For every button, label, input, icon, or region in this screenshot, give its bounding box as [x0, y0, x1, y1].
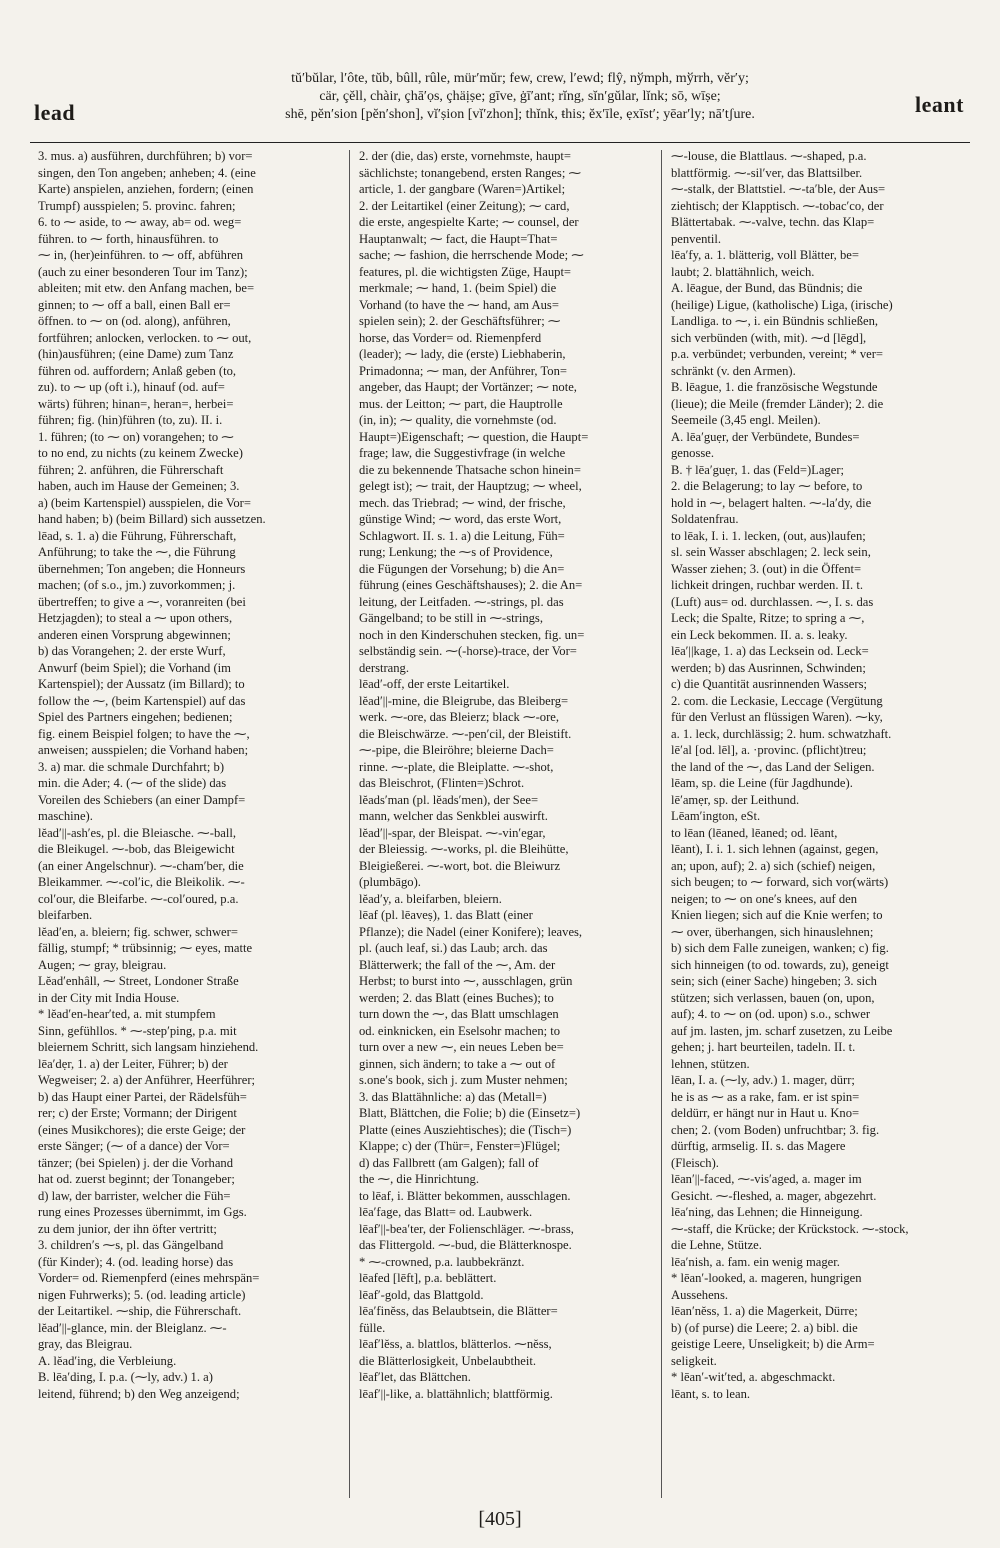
column-divider [661, 150, 662, 1498]
entry-line: werden; b) das Ausrinnen, Schwinden; [671, 660, 866, 675]
entry-line: fülle. [359, 1320, 386, 1335]
entry-line: Bleikammer. ⁓-col′ic, die Bleikolik. ⁓- [38, 875, 245, 889]
entry-line: der Bleiessig. ⁓-works, pl. die Bleihütte, [359, 842, 569, 856]
entry-line: Blätterwerk; the fall of the ⁓, Am. der [359, 957, 556, 972]
entry-line: Knien liegen; sich auf die Knie werfen; to [671, 908, 883, 922]
entry-line: auf); 4. to ⁓ on (od. upon) s.o., schwer [671, 1007, 871, 1021]
pronunciation-key-line: cär, çĕll, chàir, çhā′ọs, çhäịṣe; gīve, ġī′ant; rĭng, sĭn′gŭlar, lĭnk; sō, wīṣe; [319, 89, 721, 104]
entry-line: * lēan′-wit′ted, a. abgeschmackt. [671, 1370, 836, 1384]
entry-line: lēant, s. to lean. [671, 1386, 751, 1401]
entry-line: frage; law, die Suggestivfrage (in welche [359, 446, 566, 460]
entry-line: Gängelband; to be still in ⁓-strings, [359, 611, 543, 625]
entry-line: rer; c) der Erste; Vormann; der Dirigent [38, 1106, 237, 1120]
entry-line: (Luft) aus= od. durchlassen. ⁓, I. s. das [671, 594, 874, 609]
entry-line: lĕad′||-glance, min. der Bleiglanz. ⁓- [38, 1320, 227, 1335]
entry-line: ein Leck bekommen. II. a. s. leaky. [671, 627, 848, 642]
entry-line: ⁓-stalk, der Blattstiel. ⁓-ta′ble, der Aus= [671, 182, 886, 196]
entry-line: Leck; die Spalte, Ritze; to spring a ⁓, [671, 611, 865, 625]
entry-line: (eines Musikchores); die erste Geige; der [38, 1122, 246, 1137]
entry-line: lēa′finĕss, das Belaubtsein, die Blätter= [359, 1304, 558, 1318]
entry-line: ableiten; mit etw. den Anfang machen, be= [38, 281, 255, 295]
entry-line: werden; 2. das Blatt (eines Buches); to [359, 990, 554, 1005]
entry-line: turn down the ⁓, das Blatt umschlagen [359, 1007, 559, 1021]
entry-line: a) (beim Kartenspiel) ausspielen, die Vor= [38, 495, 251, 510]
entry-line: Herbst; to burst into ⁓, ausschlagen, grün [359, 974, 573, 988]
pronunciation-key-line: tŭ′bŭlar, l′ôte, tŭb, bûll, rûle, mür′mŭr; few, crew, l′ewd; flŷ, nўmph, mўrrh, vĕr′y; [291, 71, 749, 86]
entry-line: sich verbünden (with, mit). ⁓d [lēgd], [671, 330, 867, 345]
entry-line: ziehtisch; der Klapptisch. ⁓-tobac′co, der [671, 198, 884, 213]
entry-line: führung (eines Geschäftshauses); 2. die An= [359, 578, 583, 592]
entry-line: lēan, I. a. (⁓ly, adv.) 1. mager, dürr; [671, 1073, 855, 1087]
entry-line: lēant), I. i. 1. sich lehnen (against, gegen, [671, 842, 879, 856]
entry-line: lēam, sp. die Leine (für Jagdhunde). [671, 776, 853, 790]
column-left [38, 148, 334, 1500]
entry-line: leitend, führend; b) den Weg anzeigend; [38, 1386, 240, 1401]
entry-line: tänzer; (bei Spielen) j. der die Vorhand [38, 1155, 234, 1170]
entry-line: Klappe; c) der (Thür=, Fenster=)Flügel; [359, 1139, 561, 1153]
entry-line: führen; 2. anführen, die Führerschaft [38, 462, 224, 477]
entry-line: gray, das Bleigrau. [38, 1337, 133, 1351]
entry-line: Blatt, Blättchen, die Folie; b) die (Einsetz=) [359, 1106, 581, 1120]
entry-line: Sinn, gefühllos. * ⁓-step′ping, p.a. mit [38, 1023, 237, 1038]
entry-line: machen; (of s.o., jm.) zuvorkommen; j. [38, 578, 236, 592]
entry-line: chen; 2. (vom Boden) unfruchtbar; 3. fig. [671, 1122, 880, 1137]
entry-line: A. lĕad′ing, die Verbleiung. [38, 1353, 177, 1368]
entry-line: B. lēague, 1. die französische Wegstunde [671, 380, 878, 394]
entry-line: Pflanze); die Nadel (einer Konifere); leaves, [359, 924, 583, 939]
entry-line: B. lēa′ding, I. p.a. (⁓ly, adv.) 1. a) [38, 1370, 213, 1384]
entry-line: (heilige) Ligue, (katholische) Liga, (irische) [671, 297, 893, 312]
entry-line: sächlichste; tonangebend, ersten Ranges; ⁓ [359, 165, 582, 180]
entry-line: * lĕad′en-hear′ted, a. mit stumpfem [38, 1007, 216, 1021]
entry-line: lē′al [od. lēl], a. ·provinc. (pflicht)treu; [671, 743, 867, 757]
entry-line: lēan′||-faced, ⁓-vis′aged, a. mager im [671, 1172, 862, 1186]
entry-line: ginnen; to ⁓ off a ball, einen Ball er= [38, 297, 231, 312]
entry-line: Voreilen des Schiebers (an einer Dampf= [38, 792, 246, 807]
entry-line: col′our, die Bleifarbe. ⁓-col′oured, p.a. [38, 891, 239, 906]
entry-line: Wegweiser; 2. a) der Anführer, Heerführer; [38, 1073, 256, 1087]
entry-line: rung; Lenkung; the ⁓s of Providence, [359, 545, 553, 559]
entry-line: laubt; 2. blattähnlich, weich. [671, 264, 815, 279]
entry-line: die Bleischwärze. ⁓-pen′cil, der Bleistift. [359, 726, 572, 741]
entry-line: die Bleikugel. ⁓-bob, das Bleigewicht [38, 842, 235, 856]
column-middle [359, 148, 655, 1500]
entry-line: Schlagwort. II. s. 1. a) die Leitung, Füh= [359, 528, 565, 543]
entry-line: (für Kinder); 4. (od. leading horse) das [38, 1254, 234, 1269]
entry-line: a. 1. leck, durchlässig; 2. hum. schwatzhaft. [671, 726, 892, 741]
entry-line: d) law, der barrister, welcher die Füh= [38, 1188, 231, 1203]
entry-line: die zu bekennende Thatsache schon hinein= [359, 462, 581, 477]
entry-line: lĕad′||-mine, die Bleigrube, das Bleiberg= [359, 693, 569, 708]
entry-line: lēa′nish, a. fam. ein wenig mager. [671, 1254, 840, 1269]
entry-line: führen. to ⁓ forth, hinausführen. to [38, 231, 219, 246]
entry-line: Lĕad′enhâll, ⁓ Street, Londoner Straße [38, 974, 239, 988]
entry-line: Seemeile (3,45 engl. Meilen). [671, 413, 821, 427]
entry-line: spielen sein); 2. der Geschäftsführer; ⁓ [359, 314, 561, 328]
entry-line: zu). to ⁓ up (oft i.), hinauf (od. auf= [38, 380, 225, 394]
entry-line: angeber, das Haupt; der Vortänzer; ⁓ note, [359, 380, 577, 394]
entry-line: die Blätterlosigkeit, Unbelaubtheit. [359, 1353, 536, 1368]
entry-line: A. lēa′guẹr, der Verbündete, Bundes= [671, 429, 860, 444]
entry-line: nigen Fuhrwerks); 5. (od. leading article) [38, 1287, 246, 1302]
entry-line: Anwurf (beim Spiel); die Vorhand (im [38, 660, 231, 675]
entry-line: lēaf (pl. lēaveṣ), 1. das Blatt (einer [359, 908, 533, 922]
entry-line: lēa′fage, das Blatt= od. Laubwerk. [359, 1205, 533, 1219]
entry-line: 2. der Leitartikel (einer Zeitung); ⁓ card, [359, 198, 570, 213]
entry-line: s.one′s book, sich j. zum Muster nehmen; [359, 1073, 568, 1087]
entry-line: gehen; j. hart beurteilen, tadeln. II. t. [671, 1040, 856, 1054]
entry-line: hand haben; b) (beim Billard) sich aussetzen. [38, 512, 266, 526]
entry-line: anweisen; ausspielen; die Vorhand haben; [38, 743, 249, 757]
entry-line: 1. führen; (to ⁓ on) vorangehen; to ⁓ [38, 429, 234, 444]
entry-line: A. lēague, der Bund, das Bündnis; die [671, 281, 863, 295]
entry-line: lĕad′y, a. bleifarben, bleiern. [359, 891, 502, 906]
entry-line: lēad′-off, der erste Leitartikel. [359, 677, 510, 691]
entry-line: lēa′ning, das Lehnen; die Hinneigung. [671, 1205, 863, 1219]
entry-line: Haupt=)Eigenschaft; ⁓ question, die Haupt= [359, 429, 589, 444]
entry-line: fig. einem Beispiel folgen; to have the ⁓, [38, 726, 250, 741]
entry-line: stützen; sich verlassen, bauen (on, upon, [671, 990, 875, 1005]
entry-line: werk. ⁓-ore, das Bleierz; black ⁓-ore, [359, 710, 560, 724]
entry-line: sache; ⁓ fashion, die herrschende Mode; ⁓ [359, 248, 584, 262]
entry-line: Gesicht. ⁓-fleshed, a. mager, abgezehrt. [671, 1188, 877, 1203]
entry-line: lĕad′||-ash′es, pl. die Bleiasche. ⁓-ball, [38, 825, 236, 840]
entry-line: singen, den Ton angeben; anheben; 4. (eine [38, 165, 256, 180]
entry-line: 3. mus. a) ausführen, durchführen; b) vor= [38, 149, 253, 163]
entry-line: sich hinneigen (to od. towards, zu), geneigt [671, 957, 889, 972]
entry-line: lichkeit dringen, ruchbar werden. II. t. [671, 578, 863, 592]
entry-line: Kartenspiel); der Aussatz (im Billard); to [38, 677, 245, 691]
entry-line: Wasser ziehen; 3. (out) in die Öffent= [671, 561, 862, 576]
entry-line: 3. a) mar. die schmale Durchfahrt; b) [38, 759, 225, 774]
pronunciation-key-line: shē, pĕn′sion [pĕn′shon], vĭ′ṣion [vĭ′zhon]; thĭnk, ŧhis; ĕx′īle, ẹxīst′; yēar′ly; nā′tʃure. [285, 107, 755, 122]
entry-line: he is as ⁓ as a rake, fam. er ist spin= [671, 1089, 860, 1104]
entry-line: die erste, angespielte Karte; ⁓ counsel, der [359, 215, 579, 229]
entry-line: Trumpf) ausspielen; 5. provinc. fahren; [38, 198, 236, 213]
entry-line: od. einknicken, ein Eselsohr machen; to [359, 1023, 561, 1038]
entry-line: die Fügungen der Vorsehung; b) die An= [359, 561, 565, 576]
entry-line: sein; sich (einer Sache) hingeben; 3. sich [671, 974, 877, 988]
entry-line: Karte) anspielen, anziehen, fordern; (einen [38, 182, 254, 196]
entry-line: lē′amẹr, sp. der Leithund. [671, 792, 800, 807]
entry-line: Lēam′ington, eSt. [671, 809, 761, 823]
guide-word-right: leant [915, 92, 964, 117]
entry-line: Landliga. to ⁓, i. ein Bündnis schließen, [671, 314, 879, 328]
entry-line: fortführen; anlocken, verlocken. to ⁓ out, [38, 330, 252, 345]
entry-line: article, 1. der gangbare (Waren=)Artikel; [359, 182, 566, 196]
dictionary-columns [38, 148, 967, 1500]
entry-line: neigen; to ⁓ on one′s knees, auf den [671, 891, 858, 906]
entry-line: hold in ⁓, belagert halten. ⁓-la′dy, die [671, 495, 872, 510]
entry-line: to lēaf, i. Blätter bekommen, ausschlagen. [359, 1188, 571, 1203]
entry-line: derstrang. [359, 660, 410, 675]
entry-line: Aussehens. [671, 1287, 729, 1302]
entry-line: Vorhand (to have the ⁓ hand, am Aus= [359, 297, 559, 312]
entry-line: mech. das Triebrad; ⁓ wind, der frische, [359, 495, 566, 510]
entry-line: 6. to ⁓ aside, to ⁓ away, ab= od. weg= [38, 215, 242, 229]
entry-line: bleifarben. [38, 908, 93, 922]
entry-line: lĕad′||-spar, der Bleispat. ⁓-vin′egar, [359, 825, 546, 840]
entry-line: Platte (eines Ausziehtisches); die (Tisch=) [359, 1122, 572, 1137]
entry-line: horse, das Vorder= od. Riemenpferd [359, 330, 542, 345]
entry-line: noch in den Kinderschuhen stecken, fig. un= [359, 627, 585, 642]
entry-line: B. † lēa′guẹr, 1. das (Feld=)Lager; [671, 462, 845, 477]
guide-word-left: lead [34, 100, 76, 125]
entry-line: ⁓-pipe, die Bleiröhre; bleierne Dach= [359, 743, 554, 757]
entry-line: (Fleisch). [671, 1155, 719, 1170]
entry-line: Soldatenfrau. [671, 512, 739, 526]
entry-line: rinne. ⁓-plate, die Bleiplatte. ⁓-shot, [359, 759, 554, 774]
entry-line: ⁓-staff, die Krücke; der Krückstock. ⁓-stock, [671, 1221, 909, 1236]
entry-line: haben, auch im Hause der Gemeinen; 3. [38, 479, 240, 493]
entry-line: seligkeit. [671, 1353, 717, 1368]
entry-line: (plumbāgo). [359, 875, 421, 889]
entry-line: turn over a new ⁓, ein neues Leben be= [359, 1040, 564, 1054]
entry-line: (an einer Angelschnur). ⁓-cham′ber, die [38, 858, 244, 873]
entry-line: penventil. [671, 231, 722, 246]
entry-line: 2. der (die, das) erste, vornehmste, haupt= [359, 149, 572, 163]
entry-line: übernehmen; Ton angeben; die Honneurs [38, 561, 246, 576]
entry-line: lēaf′lĕss, a. blattlos, blätterlos. ⁓nĕss, [359, 1337, 552, 1351]
entry-line: blattförmig. ⁓-sil′ver, das Blattsilber. [671, 165, 863, 180]
entry-line: lēan′nĕss, 1. a) die Magerkeit, Dürre; [671, 1304, 858, 1318]
entry-line: 2. com. die Leckasie, Leccage (Vergütung [671, 693, 883, 708]
entry-line: Bleigießerei. ⁓-wort, bot. die Bleiwurz [359, 858, 561, 873]
entry-line: erste Sänger; (⁓ of a dance) der Vor= [38, 1139, 230, 1153]
entry-line: (lieue); die Meile (fremder Länder); 2. die [671, 396, 884, 411]
entry-line: zu dem junior, der ihn öfter vertritt; [38, 1221, 217, 1236]
entry-line: das Bleischrot, (Flinten=)Schrot. [359, 776, 525, 790]
entry-line: ⁓ in, (her)einführen. to ⁓ off, abführen [38, 248, 244, 262]
entry-line: (hin)ausführen; (eine Dame) zum Tanz [38, 347, 234, 361]
entry-line: (in, in); ⁓ quality, die vornehmste (od. [359, 413, 557, 427]
entry-line: führen od. auffordern; Anlaß geben (to, [38, 363, 237, 378]
entry-line: lĕad′en, a. bleiern; fig. schwer, schwer= [38, 924, 238, 939]
entry-line: lēa′fy, a. 1. blätterig, voll Blätter, be= [671, 248, 859, 262]
page-number: [405] [478, 1508, 522, 1530]
entry-line: Hauptanwalt; ⁓ fact, die Haupt=That= [359, 231, 558, 246]
entry-line: wärts) führen; hinan=, heran=, herbei= [38, 396, 234, 411]
entry-line: min. die Ader; 4. (⁓ of the slide) das [38, 776, 227, 790]
entry-line: Primadonna; ⁓ man, der Anführer, Ton= [359, 363, 567, 378]
entry-line: * lēan′-looked, a. mageren, hungrigen [671, 1271, 862, 1285]
entry-line: lēaf′||-bea′ter, der Folienschläger. ⁓-brass, [359, 1221, 574, 1236]
entry-line: hat od. zuerst beginnt; der Tonangeber; [38, 1172, 235, 1186]
entry-line: genosse. [671, 446, 715, 460]
entry-line: der Leitartikel. ⁓ship, die Führerschaft. [38, 1304, 242, 1318]
entry-line: die Lehne, Stütze. [671, 1238, 762, 1252]
entry-line: rung eines Prozesses übernimmt, im Ggs. [38, 1205, 247, 1219]
entry-line: leitung, der Leitfaden. ⁓-strings, pl. das [359, 594, 564, 609]
entry-line: merkmale; ⁓ hand, 1. (beim Spiel) die [359, 281, 557, 295]
entry-line: follow the ⁓, (beim Kartenspiel) auf das [38, 693, 246, 708]
entry-line: öffnen. to ⁓ on (od. along), anführen, [38, 314, 231, 328]
entry-line: * ⁓-crowned, p.a. laubbekränzt. [359, 1254, 525, 1269]
entry-line: lēad, s. 1. a) die Führung, Führerschaft, [38, 528, 237, 543]
column-divider [349, 150, 350, 1498]
entry-line: für den Verlust an flüssigen Waren). ⁓ky, [671, 710, 883, 724]
entry-line: mann, welcher das Senkblei auswirft. [359, 809, 548, 823]
entry-line: günstige Wind; ⁓ word, das erste Wort, [359, 512, 562, 526]
entry-line: bleiernem Schritt, sich langsam hinziehend. [38, 1040, 259, 1054]
entry-line: 2. die Belagerung; to lay ⁓ before, to [671, 479, 863, 493]
entry-line: dürftig, armselig. II. s. das Magere [671, 1139, 846, 1153]
entry-line: lēaf′let, das Blättchen. [359, 1370, 471, 1384]
entry-line: lēa′dẹr, 1. a) der Leiter, Führer; b) der [38, 1056, 228, 1071]
entry-line: sl. sein Wasser abschlagen; 2. leck sein, [671, 545, 871, 559]
entry-line: in der City mit India House. [38, 990, 180, 1005]
column-right [671, 148, 967, 1500]
entry-line: lēa′||kage, 1. a) das Lecksein od. Leck= [671, 644, 869, 658]
entry-line: fällig, stumpf; * trübsinnig; ⁓ eyes, matte [38, 941, 253, 955]
entry-line: lēaf′||-like, a. blattähnlich; blattförmig. [359, 1386, 553, 1401]
entry-line: an; upon, auf); 2. a) sich (schief) neigen, [671, 858, 876, 873]
entry-line: übertreffen; to give a ⁓, voranreiten (bei [38, 594, 246, 609]
entry-line: d) das Fallbrett (am Galgen); fall of [359, 1155, 539, 1170]
page-header [30, 70, 970, 148]
entry-line: 3. das Blattähnliche: a) das (Metall=) [359, 1089, 547, 1104]
entry-line: (auch zu einer besonderen Tour im Tanz); [38, 264, 248, 279]
entry-line: the ⁓, die Hinrichtung. [359, 1172, 479, 1186]
entry-line: das Flittergold. ⁓-bud, die Blätterknospe. [359, 1238, 572, 1252]
entry-line: schränkt (v. den Armen). [671, 363, 796, 378]
entry-line: features, pl. die wichtigsten Züge, Haupt= [359, 264, 572, 279]
entry-line: to lēan (lēaned, lēaned; od. lēant, [671, 825, 838, 840]
entry-line: (leader); ⁓ lady, die (erste) Liebhaberin, [359, 347, 566, 361]
entry-line: Spiel des Partners eingehen; bedienen; [38, 710, 233, 724]
entry-line: lēafed [lēft], p.a. beblättert. [359, 1271, 497, 1285]
header-rule [30, 142, 970, 143]
entry-line: ginnen, sich ändern; to take a ⁓ out of [359, 1056, 556, 1071]
entry-line: b) das Vorangehen; 2. der erste Wurf, [38, 644, 226, 658]
entry-line: pl. (auch leaf, si.) das Laub; arch. das [359, 941, 548, 955]
entry-line: to lēak, I. i. 1. lecken, (out, aus)laufen; [671, 528, 866, 543]
entry-line: lĕads′man (pl. lĕads′men), der See= [359, 792, 539, 807]
entry-line: to no end, zu nichts (zu keinem Zwecke) [38, 446, 243, 460]
entry-line: Anführung; to take the ⁓, die Führung [38, 545, 236, 559]
entry-line: maschine). [38, 809, 93, 823]
entry-line: führen; fig. (hin)führen (to, zu). II. i. [38, 413, 223, 427]
entry-line: lēaf′-gold, das Blattgold. [359, 1287, 484, 1302]
entry-line: ⁓ over, überhangen, sich hinauslehnen; [671, 924, 874, 939]
entry-line: 3. children′s ⁓s, pl. das Gängelband [38, 1238, 224, 1252]
entry-line: Augen; ⁓ gray, bleigrau. [38, 957, 167, 972]
entry-line: Hetzjagden); to steal a ⁓ upon others, [38, 611, 233, 625]
entry-line: selbständig sein. ⁓(-horse)-trace, der Vor= [359, 644, 577, 658]
entry-line: auf jm. lasten, jm. scharf zusetzen, zu Leibe [671, 1023, 893, 1038]
entry-line: anderen einen Vorsprung abgewinnen; [38, 627, 231, 642]
entry-line: b) sich dem Falle zuneigen, wanken; c) fig. [671, 941, 889, 955]
entry-line: c) die Quantität ausrinnenden Wassers; [671, 677, 867, 691]
entry-line: gelegt ist); ⁓ trait, der Hauptzug; ⁓ wheel, [359, 479, 582, 493]
entry-line: sich beugen; to ⁓ forward, sich vor(wärts) [671, 875, 889, 889]
entry-line: geistige Leere, Unseligkeit; b) die Arm= [671, 1337, 875, 1351]
entry-line: Vorder= od. Riemenpferd (eines mehrspän= [38, 1271, 260, 1285]
entry-line: deldürr, er hängt nur in Haut u. Kno= [671, 1106, 860, 1120]
entry-line: b) das Haupt einer Partei, der Rädelsfüh= [38, 1089, 247, 1104]
entry-line: p.a. verbündet; verbunden, vereint; * ver= [671, 347, 884, 361]
entry-line: ⁓-louse, die Blattlaus. ⁓-shaped, p.a. [671, 149, 867, 163]
entry-line: the land of the ⁓, das Land der Seligen. [671, 759, 875, 774]
entry-line: mus. der Leitton; ⁓ part, die Hauptrolle [359, 396, 563, 411]
entry-line: b) (of purse) die Leere; 2. a) bibl. die [671, 1320, 858, 1335]
entry-line: lehnen, stützen. [671, 1056, 750, 1071]
entry-line: Blättertabak. ⁓-valve, techn. das Klap= [671, 215, 875, 229]
pronunciation-key [200, 70, 840, 124]
